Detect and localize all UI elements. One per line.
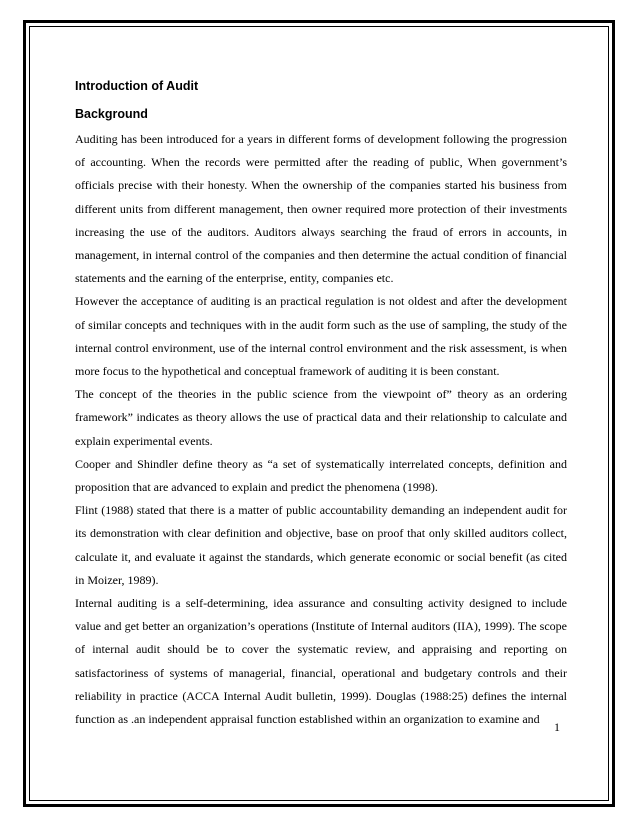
- paragraph-theory-concept: The concept of the theories in the public science from the viewpoint of” theory as an ordering framework” indicates as theory allows the use of practical data and their relationship to calculate and explain experimental events.: [75, 387, 567, 448]
- document-title: Introduction of Audit: [75, 79, 199, 93]
- document-body: [75, 76, 567, 731]
- paragraph-auditing-history: Auditing has been introduced for a years in different forms of development following the progression of accounting. When the records were permitted after the reading of public, When government’s officials precise with their honesty. When the ownership of the companies started his business from different units from different management, then owner required more protection of their investments increasing the use of the auditors. Auditors always searching the fraud of errors in accounts, in management, in internal control of the companies and then determine the actual condition of financial statements and the earning of the enterprise, entity, companies etc.: [75, 132, 567, 286]
- paragraph-flint: Flint (1988) stated that there is a matter of public accountability demanding an independent audit for its demonstration with clear definition and objective, base on proof that only skilled auditors collect, calculate it, and evaluate it against the standards, which generate economic or social benefit (as cited in Moizer, 1989).: [75, 503, 567, 587]
- paragraph-auditing-acceptance: However the acceptance of auditing is an practical regulation is not oldest and after the development of similar concepts and techniques with in the audit form such as the use of sampling, the study of the internal control environment, use of the internal control environment and the risk assessment, is when more focus to the hypothetical and conceptual framework of auditing it is been constant.: [75, 294, 567, 379]
- paragraph-cooper-shindler: Cooper and Shindler define theory as “a set of systematically interrelated concepts, definition and proposition that are advanced to explain and predict the phenomena (1998).: [75, 456, 567, 495]
- paragraph-internal-auditing: Internal auditing is a self-determining, idea assurance and consulting activity designed to include value and get better an organization’s operations (Institute of Internal auditors (IIA), 1999). The scope of internal audit should be to cover the systematic review, and appraising and reporting on satisfactoriness of systems of managerial, financial, operational and budgetary controls and their reliability in practice (ACCA Internal Audit bulletin, 1999). Douglas (1988:25) defines the internal function as .an independent appraisal function established within an organization to examine and: [75, 596, 567, 727]
- page-number: 1: [554, 720, 560, 734]
- section-heading: Background: [75, 107, 148, 121]
